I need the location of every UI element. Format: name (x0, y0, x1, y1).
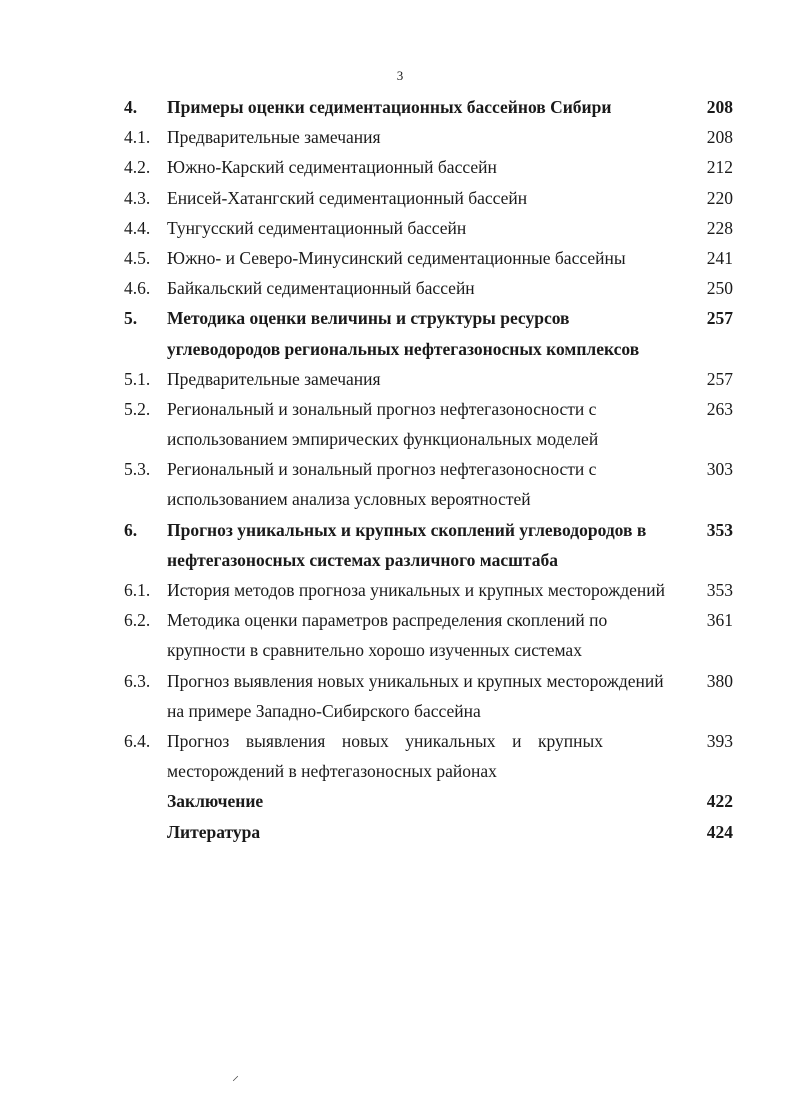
toc-entry-page: 208 (706, 97, 733, 117)
toc-entry-page: 212 (706, 157, 733, 178)
toc-entry-title: Прогноз выявления новых уникальных и крупных месторождений (167, 670, 664, 691)
toc-entry-title: нефтегазоносных системах различного масштаба (167, 549, 558, 570)
toc-entry (0, 364, 800, 394)
toc-entry-title: Прогноз уникальных и крупных скоплений углеводородов в (167, 519, 647, 540)
toc-entry (0, 726, 800, 756)
toc-entry-page: 208 (706, 127, 733, 148)
toc-entry-title: на примере Западно-Сибирского бассейна (167, 700, 481, 721)
toc-entry-number: 6.1. (124, 580, 151, 600)
toc-entry-page: 353 (706, 519, 733, 540)
toc-entry-title: Байкальский седиментационный бассейн (167, 278, 475, 299)
toc-entry (0, 605, 800, 635)
toc-entry-page: 380 (706, 670, 733, 691)
toc-entry-page: 263 (706, 398, 733, 419)
toc-entry-title: Предварительные замечания (167, 127, 381, 148)
toc-entry-title: Тунгусский седиментационный бассейн (167, 217, 467, 238)
toc-entry (0, 666, 800, 696)
toc-entry (0, 243, 800, 273)
toc-entry-title: Предварительные замечания (167, 368, 381, 389)
toc-entry-page: 220 (706, 187, 733, 208)
toc-entry (0, 515, 800, 545)
toc-entry-title: использованием эмпирических функциональных моделей (167, 429, 599, 450)
toc-entry-number: 5.1. (124, 368, 151, 389)
toc-entry-title: месторождений в нефтегазоносных районах (167, 761, 497, 782)
toc-entry-number: 4.3. (124, 187, 151, 208)
toc-entry-title: Методика оценки параметров распределения скоплений по (167, 610, 608, 631)
toc-entry-number: 6.2. (124, 610, 151, 631)
toc-entry (0, 303, 800, 333)
toc-entry (0, 575, 800, 605)
toc-entry (0, 92, 800, 122)
toc-entry-page: 241 (706, 247, 733, 268)
toc-entry-number: 4.5. (124, 247, 151, 268)
toc-entry-number: 4. (124, 97, 138, 117)
toc-entry-page: 361 (706, 610, 733, 631)
toc-entry-number: 4.1. (124, 127, 151, 148)
toc-entry (0, 454, 800, 484)
toc-entry-title: Методика оценки величины и структуры ресурсов (167, 308, 570, 329)
toc-entry (0, 696, 800, 726)
toc-entry (0, 786, 800, 816)
toc-entry-title: История методов прогноза уникальных и крупных месторождений (167, 580, 665, 600)
toc-entry-title: Енисей-Хатангский седиментационный бассейн (167, 187, 528, 208)
toc-entry-number: 4.6. (124, 278, 151, 299)
toc-entry-number: 6.4. (124, 730, 151, 751)
toc-entry-title: Литература (167, 821, 261, 842)
toc-entry (0, 817, 800, 847)
toc-entry (0, 334, 800, 364)
toc-entry (0, 545, 800, 575)
scan-mark: ⸝ (232, 1069, 239, 1084)
toc-entry-page: 257 (706, 368, 733, 389)
toc-entry-page: 353 (706, 580, 733, 600)
toc-entry-number: 6. (124, 519, 138, 540)
table-of-contents (0, 92, 800, 847)
toc-entry-page: 422 (706, 791, 733, 812)
page-number: 3 (396, 68, 404, 83)
toc-entry-title: Прогноз выявления новых уникальных и крупных (167, 730, 603, 751)
toc-entry (0, 213, 800, 243)
toc-entry (0, 756, 800, 786)
toc-entry (0, 273, 800, 303)
toc-entry-title: Южно- и Северо-Минусинский седиментационные бассейны (167, 247, 626, 268)
toc-entry-title: использованием анализа условных вероятностей (167, 489, 531, 510)
toc-entry-page: 228 (706, 217, 733, 238)
toc-entry-page: 257 (706, 308, 733, 329)
toc-entry-title: Региональный и зональный прогноз нефтегазоносности с (167, 459, 597, 480)
toc-entry (0, 424, 800, 454)
toc-entry (0, 635, 800, 665)
toc-entry-number: 5. (124, 308, 138, 329)
toc-entry (0, 122, 800, 152)
toc-entry-number: 5.3. (124, 459, 151, 480)
toc-entry-number: 5.2. (124, 398, 151, 419)
toc-entry-title: Примеры оценки седиментационных бассейнов Сибири (167, 97, 612, 117)
toc-entry-title: Региональный и зональный прогноз нефтегазоносности с (167, 398, 597, 419)
toc-entry-number: 4.4. (124, 217, 151, 238)
toc-entry-page: 250 (706, 278, 733, 299)
toc-entry (0, 183, 800, 213)
toc-entry-title: крупности в сравнительно хорошо изученных системах (167, 640, 582, 661)
toc-entry-title: Заключение (167, 791, 264, 812)
toc-entry (0, 484, 800, 514)
toc-entry-page: 393 (706, 730, 733, 751)
toc-entry-page: 424 (706, 821, 733, 842)
toc-entry-number: 4.2. (124, 157, 151, 178)
toc-entry-title: углеводородов региональных нефтегазоносных комплексов (167, 338, 640, 359)
toc-entry-title: Южно-Карский седиментационный бассейн (167, 157, 497, 178)
toc-entry (0, 152, 800, 182)
toc-entry-page: 303 (706, 459, 733, 480)
toc-entry (0, 394, 800, 424)
toc-entry-number: 6.3. (124, 670, 151, 691)
